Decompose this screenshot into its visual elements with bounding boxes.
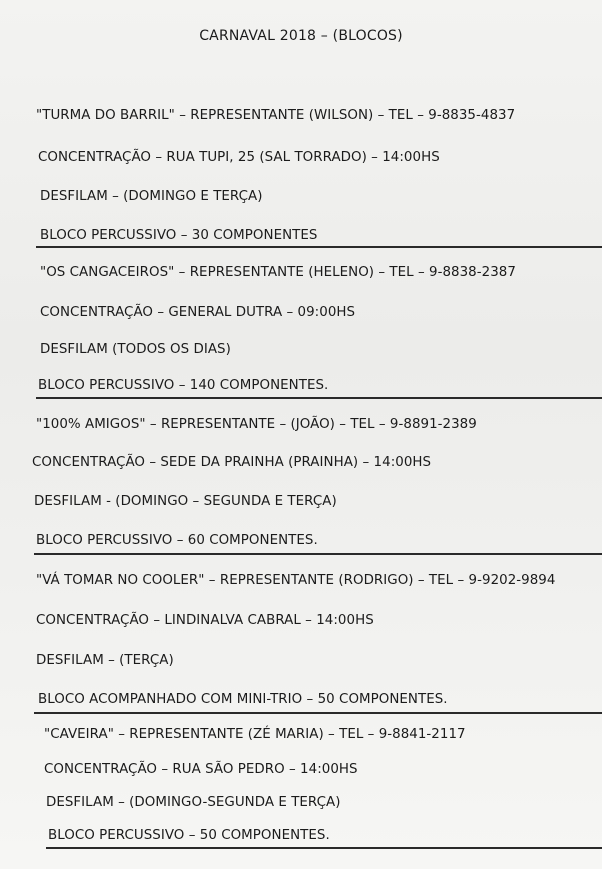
block-4-desfilam: DESFILAM – (TERÇA) [36,653,174,668]
separator-line [46,847,602,849]
separator-line [34,712,602,714]
block-5-header: "CAVEIRA" – REPRESENTANTE (ZÉ MARIA) – TEL – 9-8841-2117 [44,727,466,742]
block-1-header: "TURMA DO BARRIL" – REPRESENTANTE (WILSON) – TEL – 9-8835-4837 [36,108,516,123]
block-3-header: "100% AMIGOS" – REPRESENTANTE – (JOÃO) – TEL – 9-8891-2389 [36,417,477,432]
block-1-concentracao: CONCENTRAÇÃO – RUA TUPI, 25 (SAL TORRADO) – 14:00HS [38,150,440,165]
block-4-tipo: BLOCO ACOMPANHADO COM MINI-TRIO – 50 COMPONENTES. [38,692,448,707]
block-5-tipo: BLOCO PERCUSSIVO – 50 COMPONENTES. [48,828,330,843]
block-3-tipo: BLOCO PERCUSSIVO – 60 COMPONENTES. [36,533,318,548]
block-5-concentracao: CONCENTRAÇÃO – RUA SÃO PEDRO – 14:00HS [44,762,358,777]
block-3-desfilam: DESFILAM - (DOMINGO – SEGUNDA E TERÇA) [34,494,337,509]
block-3-concentracao: CONCENTRAÇÃO – SEDE DA PRAINHA (PRAINHA) – 14:00HS [32,455,432,470]
separator-line [36,397,602,399]
document-title: CARNAVAL 2018 – (BLOCOS) [199,28,403,44]
block-2-tipo: BLOCO PERCUSSIVO – 140 COMPONENTES. [38,378,329,393]
block-1-desfilam: DESFILAM – (DOMINGO E TERÇA) [40,189,263,204]
block-2-header: "OS CANGACEIROS" – REPRESENTANTE (HELENO) – TEL – 9-8838-2387 [40,265,516,280]
separator-line [36,246,602,248]
block-1-tipo: BLOCO PERCUSSIVO – 30 COMPONENTES [40,228,318,243]
block-4-header: "VÁ TOMAR NO COOLER" – REPRESENTANTE (RODRIGO) – TEL – 9-9202-9894 [36,573,556,588]
block-4-concentracao: CONCENTRAÇÃO – LINDINALVA CABRAL – 14:00HS [36,613,374,628]
block-2-desfilam: DESFILAM (TODOS OS DIAS) [40,342,231,357]
block-5-desfilam: DESFILAM – (DOMINGO-SEGUNDA E TERÇA) [46,795,341,810]
block-2-concentracao: CONCENTRAÇÃO – GENERAL DUTRA – 09:00HS [40,305,356,320]
separator-line [34,553,602,555]
